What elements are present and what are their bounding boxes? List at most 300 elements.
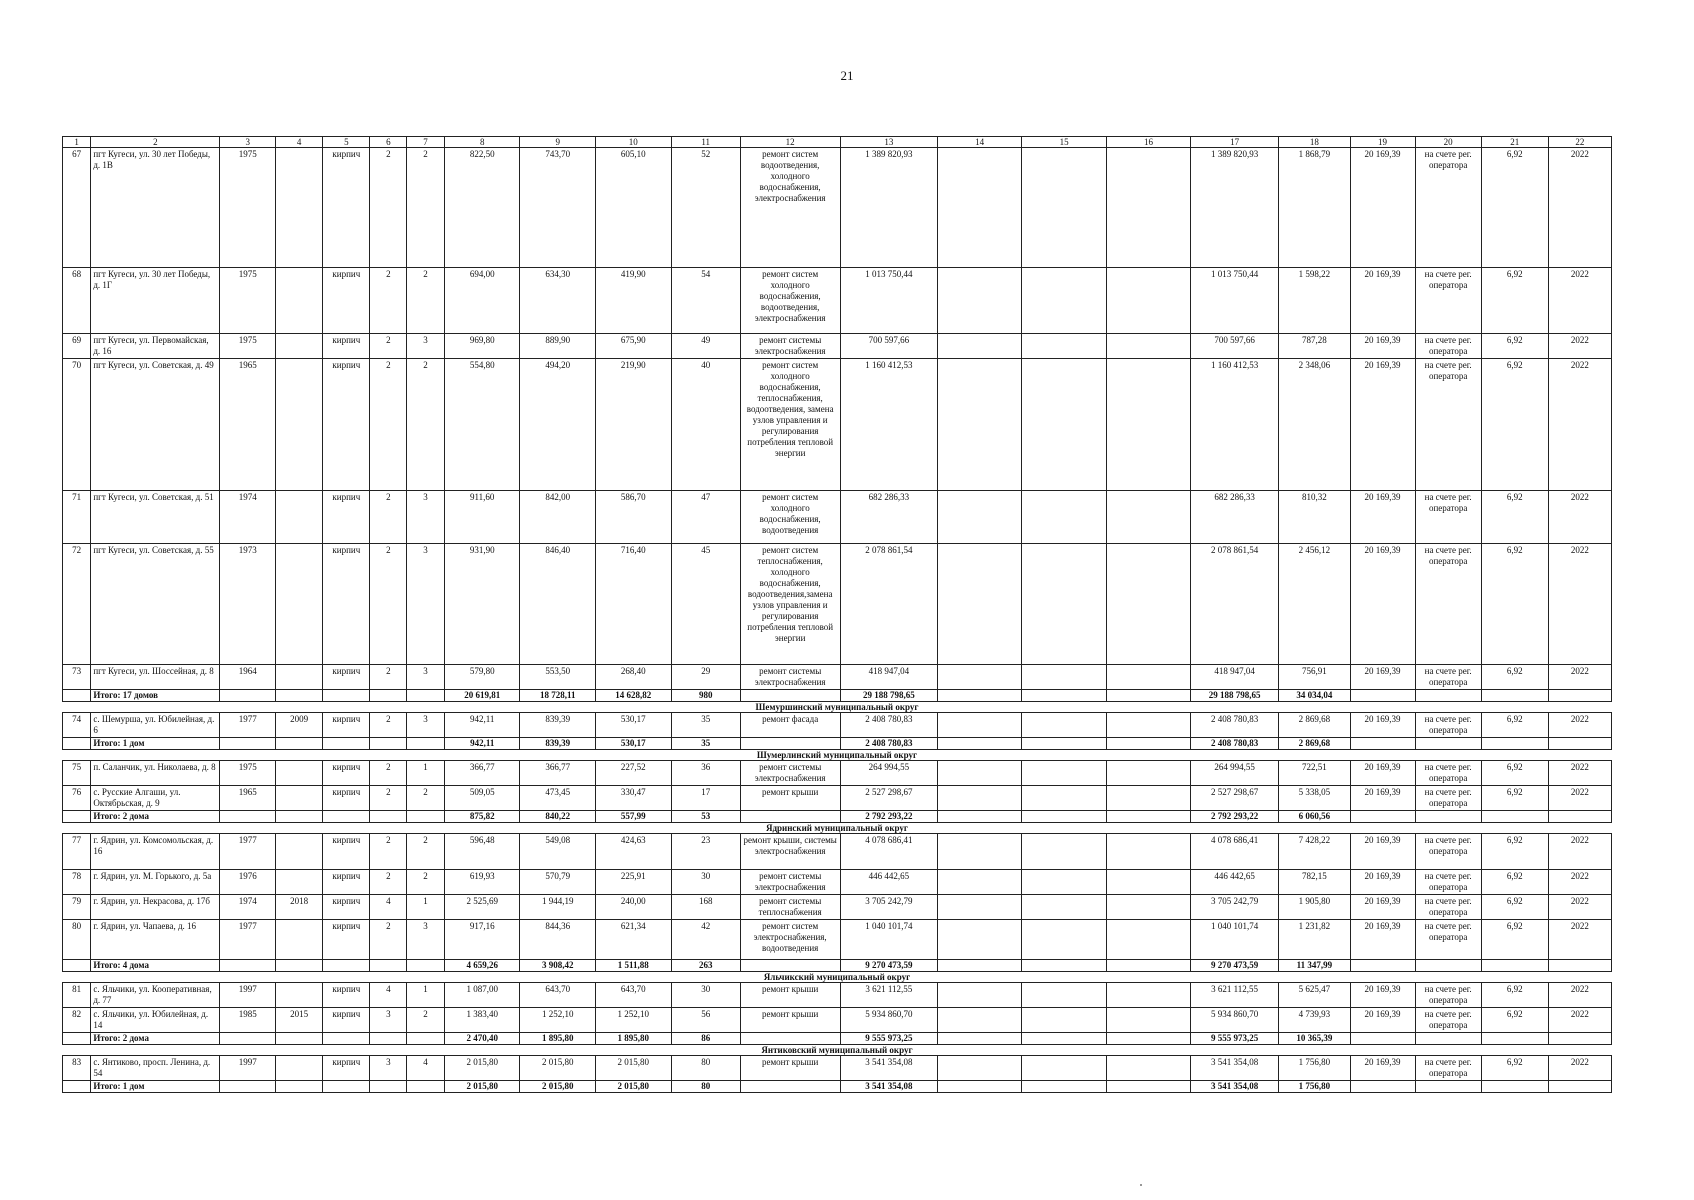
value-cell: 942,11 (444, 738, 520, 750)
value-cell: кирпич (323, 920, 370, 960)
value-cell (938, 920, 1022, 960)
value-cell: 2 (370, 665, 407, 690)
value-cell: на счете рег. оператора (1415, 920, 1481, 960)
value-cell: 4 (370, 983, 407, 1008)
district-name: Шумерлинский муниципальный округ (63, 750, 1612, 761)
works-cell: ремонт системы электроснабжения (740, 334, 840, 359)
value-cell: 20 169,39 (1350, 148, 1415, 268)
value-cell: 1 598,22 (1279, 268, 1350, 334)
value-cell: 643,70 (596, 983, 672, 1008)
row-number-cell: 75 (63, 761, 91, 786)
value-cell: на счете рег. оператора (1415, 544, 1481, 665)
value-cell: 722,51 (1279, 761, 1350, 786)
value-cell: 20 169,39 (1350, 786, 1415, 811)
value-cell: на счете рег. оператора (1415, 713, 1481, 738)
value-cell: 6,92 (1481, 544, 1548, 665)
value-cell: 45 (671, 544, 740, 665)
row-number-cell: 81 (63, 983, 91, 1008)
value-cell: 980 (671, 690, 740, 702)
value-cell (1107, 834, 1191, 870)
works-cell: ремонт систем холодного водоснабжения, водоотведения (740, 491, 840, 544)
address-cell: г. Ядрин, ул. Некрасова, д. 17б (91, 895, 220, 920)
value-cell (276, 1033, 323, 1045)
value-cell: 5 934 860,70 (1191, 1008, 1279, 1033)
value-cell: 2 792 293,22 (840, 811, 938, 823)
value-cell: 2 015,80 (596, 1081, 672, 1093)
value-cell: 875,82 (444, 811, 520, 823)
value-cell: 942,11 (444, 713, 520, 738)
value-cell (1022, 665, 1107, 690)
value-cell (323, 1081, 370, 1093)
value-cell: 2 (407, 1008, 445, 1033)
works-cell (740, 690, 840, 702)
row-number-cell: 77 (63, 834, 91, 870)
value-cell: 2022 (1548, 920, 1611, 960)
value-cell: 20 169,39 (1350, 334, 1415, 359)
value-cell (370, 738, 407, 750)
value-cell (1481, 690, 1548, 702)
value-cell: 1973 (220, 544, 276, 665)
value-cell: 1977 (220, 834, 276, 870)
value-cell (1481, 1081, 1548, 1093)
value-cell (1022, 1081, 1107, 1093)
address-cell: г. Ядрин, ул. Чапаева, д. 16 (91, 920, 220, 960)
value-cell: 4 739,93 (1279, 1008, 1350, 1033)
subtotal-label: Итого: 4 дома (91, 960, 220, 972)
value-cell: 1965 (220, 359, 276, 491)
value-cell (1481, 811, 1548, 823)
value-cell (1350, 1081, 1415, 1093)
value-cell (1022, 983, 1107, 1008)
value-cell (220, 1033, 276, 1045)
value-cell: 844,36 (520, 920, 596, 960)
value-cell (1107, 359, 1191, 491)
address-cell: пгт Кугеси, ул. Советская, д. 51 (91, 491, 220, 544)
value-cell (1350, 811, 1415, 823)
value-cell: 2 (370, 268, 407, 334)
value-cell: кирпич (323, 544, 370, 665)
value-cell (1107, 1008, 1191, 1033)
page-number: 21 (840, 68, 854, 83)
value-cell: 1975 (220, 334, 276, 359)
value-cell (938, 895, 1022, 920)
value-cell: 6,92 (1481, 491, 1548, 544)
value-cell (1415, 738, 1481, 750)
value-cell: 6,92 (1481, 713, 1548, 738)
house-row (63, 268, 1612, 334)
value-cell (370, 1081, 407, 1093)
value-cell: 35 (671, 713, 740, 738)
value-cell: 2 (370, 786, 407, 811)
district-header-row (63, 702, 1612, 713)
value-cell: 225,91 (596, 870, 672, 895)
value-cell: 2 348,06 (1279, 359, 1350, 491)
value-cell: 2 470,40 (444, 1033, 520, 1045)
subtotal-label: Итого: 2 дома (91, 811, 220, 823)
value-cell (276, 665, 323, 690)
house-row (63, 920, 1612, 960)
value-cell: 3 705 242,79 (1191, 895, 1279, 920)
value-cell (1107, 983, 1191, 1008)
value-cell: 839,39 (520, 738, 596, 750)
address-cell: с. Русские Алгаши, ул. Октябрьская, д. 9 (91, 786, 220, 811)
value-cell: 4 659,26 (444, 960, 520, 972)
value-cell: 1997 (220, 983, 276, 1008)
value-cell: 20 169,39 (1350, 834, 1415, 870)
address-cell: г. Ядрин, ул. Комсомольская, д. 16 (91, 834, 220, 870)
value-cell: 3 621 112,55 (840, 983, 938, 1008)
value-cell: 2022 (1548, 1008, 1611, 1033)
value-cell: 756,91 (1279, 665, 1350, 690)
value-cell: 6 060,56 (1279, 811, 1350, 823)
value-cell: 1 389 820,93 (840, 148, 938, 268)
value-cell: 2 (370, 544, 407, 665)
subtotal-row (63, 1033, 1612, 1045)
row-number-cell: 80 (63, 920, 91, 960)
value-cell: 839,39 (520, 713, 596, 738)
value-cell: 2022 (1548, 1056, 1611, 1081)
value-cell (1415, 1033, 1481, 1045)
column-number: 18 (1279, 137, 1350, 148)
value-cell (220, 811, 276, 823)
value-cell: 1 944,19 (520, 895, 596, 920)
value-cell: 20 169,39 (1350, 761, 1415, 786)
value-cell: 605,10 (596, 148, 672, 268)
value-cell: 1 895,80 (520, 1033, 596, 1045)
value-cell (1107, 811, 1191, 823)
works-cell (740, 1081, 840, 1093)
value-cell (1022, 690, 1107, 702)
value-cell: на счете рег. оператора (1415, 983, 1481, 1008)
value-cell (276, 960, 323, 972)
row-number-cell: 78 (63, 870, 91, 895)
value-cell: 2 015,80 (444, 1056, 520, 1081)
value-cell: на счете рег. оператора (1415, 895, 1481, 920)
row-number-cell: 79 (63, 895, 91, 920)
value-cell: кирпич (323, 268, 370, 334)
value-cell (1107, 870, 1191, 895)
value-cell: 2 408 780,83 (1191, 713, 1279, 738)
value-cell: 1 383,40 (444, 1008, 520, 1033)
value-cell: 846,40 (520, 544, 596, 665)
value-cell (1107, 761, 1191, 786)
column-number: 5 (323, 137, 370, 148)
row-number-cell: 68 (63, 268, 91, 334)
works-cell: ремонт систем холодного водоснабжения, водоотведения, электроснабжения (740, 268, 840, 334)
value-cell: 682 286,33 (1191, 491, 1279, 544)
column-number: 1 (63, 137, 91, 148)
value-cell: 3 541 354,08 (1191, 1056, 1279, 1081)
value-cell (1548, 1081, 1611, 1093)
column-number: 19 (1350, 137, 1415, 148)
value-cell: 3 621 112,55 (1191, 983, 1279, 1008)
value-cell (1022, 895, 1107, 920)
house-row (63, 359, 1612, 491)
register-table-container (62, 136, 1612, 1093)
value-cell (938, 1056, 1022, 1081)
value-cell: 6,92 (1481, 761, 1548, 786)
value-cell: 554,80 (444, 359, 520, 491)
value-cell (1107, 713, 1191, 738)
value-cell: 86 (671, 1033, 740, 1045)
address-cell: пгт Кугеси, ул. Первомайская, д. 16 (91, 334, 220, 359)
value-cell (276, 359, 323, 491)
value-cell (938, 761, 1022, 786)
house-row (63, 334, 1612, 359)
value-cell (323, 1033, 370, 1045)
value-cell (407, 690, 445, 702)
row-number-cell: 82 (63, 1008, 91, 1033)
subtotal-row (63, 811, 1612, 823)
value-cell: кирпич (323, 334, 370, 359)
row-number-cell (63, 690, 91, 702)
works-cell: ремонт крыши (740, 1056, 840, 1081)
value-cell: 1975 (220, 148, 276, 268)
value-cell: 1 (407, 761, 445, 786)
value-cell: 1 040 101,74 (1191, 920, 1279, 960)
value-cell: 2 (370, 148, 407, 268)
value-cell: 1997 (220, 1056, 276, 1081)
value-cell (323, 960, 370, 972)
value-cell (1107, 920, 1191, 960)
house-row (63, 786, 1612, 811)
value-cell: на счете рег. оператора (1415, 491, 1481, 544)
row-number-cell: 70 (63, 359, 91, 491)
value-cell: 2 792 293,22 (1191, 811, 1279, 823)
value-cell: 20 169,39 (1350, 1056, 1415, 1081)
value-cell: 2022 (1548, 834, 1611, 870)
row-number-cell: 71 (63, 491, 91, 544)
value-cell: на счете рег. оператора (1415, 786, 1481, 811)
value-cell: 219,90 (596, 359, 672, 491)
value-cell: на счете рег. оператора (1415, 665, 1481, 690)
value-cell: 29 188 798,65 (1191, 690, 1279, 702)
value-cell: 5 934 860,70 (840, 1008, 938, 1033)
value-cell (938, 870, 1022, 895)
value-cell: 1 013 750,44 (1191, 268, 1279, 334)
value-cell (938, 148, 1022, 268)
value-cell: 2 408 780,83 (840, 713, 938, 738)
house-row (63, 665, 1612, 690)
works-cell (740, 811, 840, 823)
value-cell: 366,77 (444, 761, 520, 786)
value-cell: 2018 (276, 895, 323, 920)
value-cell: 1 756,80 (1279, 1081, 1350, 1093)
value-cell: 1 160 412,53 (1191, 359, 1279, 491)
value-cell: 782,15 (1279, 870, 1350, 895)
value-cell: 36 (671, 761, 740, 786)
value-cell (938, 1081, 1022, 1093)
value-cell: 2022 (1548, 895, 1611, 920)
value-cell (276, 983, 323, 1008)
value-cell: 634,30 (520, 268, 596, 334)
value-cell (938, 738, 1022, 750)
works-cell: ремонт системы электроснабжения (740, 870, 840, 895)
value-cell: 2 (370, 834, 407, 870)
value-cell (370, 811, 407, 823)
value-cell: 700 597,66 (840, 334, 938, 359)
value-cell (1022, 268, 1107, 334)
column-number: 2 (91, 137, 220, 148)
value-cell: 2 527 298,67 (1191, 786, 1279, 811)
column-number: 13 (840, 137, 938, 148)
value-cell (938, 665, 1022, 690)
value-cell: 366,77 (520, 761, 596, 786)
value-cell: 3 541 354,08 (840, 1081, 938, 1093)
value-cell: 2 456,12 (1279, 544, 1350, 665)
value-cell: 2 (370, 713, 407, 738)
value-cell: 4 (407, 1056, 445, 1081)
value-cell: 14 628,82 (596, 690, 672, 702)
value-cell (276, 870, 323, 895)
value-cell (407, 1033, 445, 1045)
value-cell: кирпич (323, 895, 370, 920)
row-number-cell: 67 (63, 148, 91, 268)
value-cell: 20 169,39 (1350, 895, 1415, 920)
value-cell: 530,17 (596, 738, 672, 750)
column-number: 4 (276, 137, 323, 148)
value-cell (938, 786, 1022, 811)
value-cell (938, 1008, 1022, 1033)
value-cell: 3 (370, 1056, 407, 1081)
value-cell: 1965 (220, 786, 276, 811)
works-cell: ремонт крыши, системы электроснабжения (740, 834, 840, 870)
value-cell (1107, 738, 1191, 750)
value-cell: 9 270 473,59 (1191, 960, 1279, 972)
value-cell: 3 (407, 334, 445, 359)
works-cell: ремонт крыши (740, 786, 840, 811)
value-cell: 446 442,65 (1191, 870, 1279, 895)
address-cell: пгт Кугеси, ул. Советская, д. 55 (91, 544, 220, 665)
value-cell: 268,40 (596, 665, 672, 690)
value-cell: 4 (370, 895, 407, 920)
value-cell: кирпич (323, 1008, 370, 1033)
column-number: 14 (938, 137, 1022, 148)
row-number-cell (63, 1081, 91, 1093)
value-cell (1022, 1008, 1107, 1033)
value-cell: кирпич (323, 983, 370, 1008)
value-cell (370, 1033, 407, 1045)
district-name: Ядринский муниципальный округ (63, 823, 1612, 834)
address-cell: с. Яльчики, ул. Кооперативная, д. 77 (91, 983, 220, 1008)
value-cell (1481, 960, 1548, 972)
value-cell: 3 (407, 920, 445, 960)
value-cell: 1985 (220, 1008, 276, 1033)
value-cell: 3 705 242,79 (840, 895, 938, 920)
value-cell (1107, 1056, 1191, 1081)
value-cell: 2022 (1548, 713, 1611, 738)
value-cell: 1974 (220, 895, 276, 920)
value-cell: 18 728,11 (520, 690, 596, 702)
value-cell: 17 (671, 786, 740, 811)
value-cell: 1 756,80 (1279, 1056, 1350, 1081)
value-cell: на счете рег. оператора (1415, 268, 1481, 334)
value-cell: 9 555 973,25 (1191, 1033, 1279, 1045)
value-cell: 6,92 (1481, 870, 1548, 895)
value-cell: 6,92 (1481, 359, 1548, 491)
value-cell: 682 286,33 (840, 491, 938, 544)
house-row (63, 761, 1612, 786)
value-cell: 6,92 (1481, 983, 1548, 1008)
value-cell: 889,90 (520, 334, 596, 359)
value-cell: кирпич (323, 834, 370, 870)
value-cell (1107, 690, 1191, 702)
works-cell: ремонт системы теплоснабжения (740, 895, 840, 920)
column-number: 17 (1191, 137, 1279, 148)
value-cell: 579,80 (444, 665, 520, 690)
column-number: 7 (407, 137, 445, 148)
value-cell: 787,28 (1279, 334, 1350, 359)
value-cell: 9 555 973,25 (840, 1033, 938, 1045)
value-cell (1107, 665, 1191, 690)
value-cell (370, 690, 407, 702)
value-cell: 700 597,66 (1191, 334, 1279, 359)
works-cell: ремонт системы электроснабжения (740, 665, 840, 690)
address-cell: пгт Кугеси, ул. Советская, д. 49 (91, 359, 220, 491)
value-cell (323, 690, 370, 702)
value-cell (1022, 491, 1107, 544)
address-cell: с. Шемурша, ул. Юбилейная, д. 6 (91, 713, 220, 738)
value-cell: 20 169,39 (1350, 983, 1415, 1008)
value-cell: 1 389 820,93 (1191, 148, 1279, 268)
district-header-row (63, 750, 1612, 761)
value-cell: 840,22 (520, 811, 596, 823)
value-cell (276, 1081, 323, 1093)
value-cell: 586,70 (596, 491, 672, 544)
value-cell (938, 359, 1022, 491)
subtotal-row (63, 960, 1612, 972)
value-cell (276, 148, 323, 268)
district-name: Шемуршинский муниципальный округ (63, 702, 1612, 713)
value-cell (276, 920, 323, 960)
works-cell: ремонт систем водоотведения, холодного водоснабжения, электроснабжения (740, 148, 840, 268)
value-cell (220, 960, 276, 972)
value-cell: 2 (370, 491, 407, 544)
value-cell (276, 811, 323, 823)
value-cell: 6,92 (1481, 268, 1548, 334)
value-cell (1107, 334, 1191, 359)
value-cell: 2022 (1548, 983, 1611, 1008)
value-cell: 47 (671, 491, 740, 544)
value-cell: 643,70 (520, 983, 596, 1008)
column-number: 6 (370, 137, 407, 148)
value-cell: 418 947,04 (840, 665, 938, 690)
value-cell: 5 338,05 (1279, 786, 1350, 811)
value-cell: 23 (671, 834, 740, 870)
value-cell: 1964 (220, 665, 276, 690)
value-cell (1107, 1033, 1191, 1045)
works-cell: ремонт крыши (740, 1008, 840, 1033)
row-number-cell (63, 960, 91, 972)
row-number-cell: 74 (63, 713, 91, 738)
value-cell: кирпич (323, 713, 370, 738)
subtotal-row (63, 1081, 1612, 1093)
district-name: Янтиковский муниципальный округ (63, 1045, 1612, 1056)
value-cell: 1 040 101,74 (840, 920, 938, 960)
value-cell (1022, 920, 1107, 960)
value-cell: 9 270 473,59 (840, 960, 938, 972)
value-cell (1548, 1033, 1611, 1045)
value-cell: 931,90 (444, 544, 520, 665)
row-number-cell (63, 811, 91, 823)
value-cell: кирпич (323, 761, 370, 786)
value-cell: 842,00 (520, 491, 596, 544)
value-cell: 168 (671, 895, 740, 920)
value-cell: 557,99 (596, 811, 672, 823)
value-cell (276, 1056, 323, 1081)
value-cell: 4 078 686,41 (840, 834, 938, 870)
value-cell: 911,60 (444, 491, 520, 544)
